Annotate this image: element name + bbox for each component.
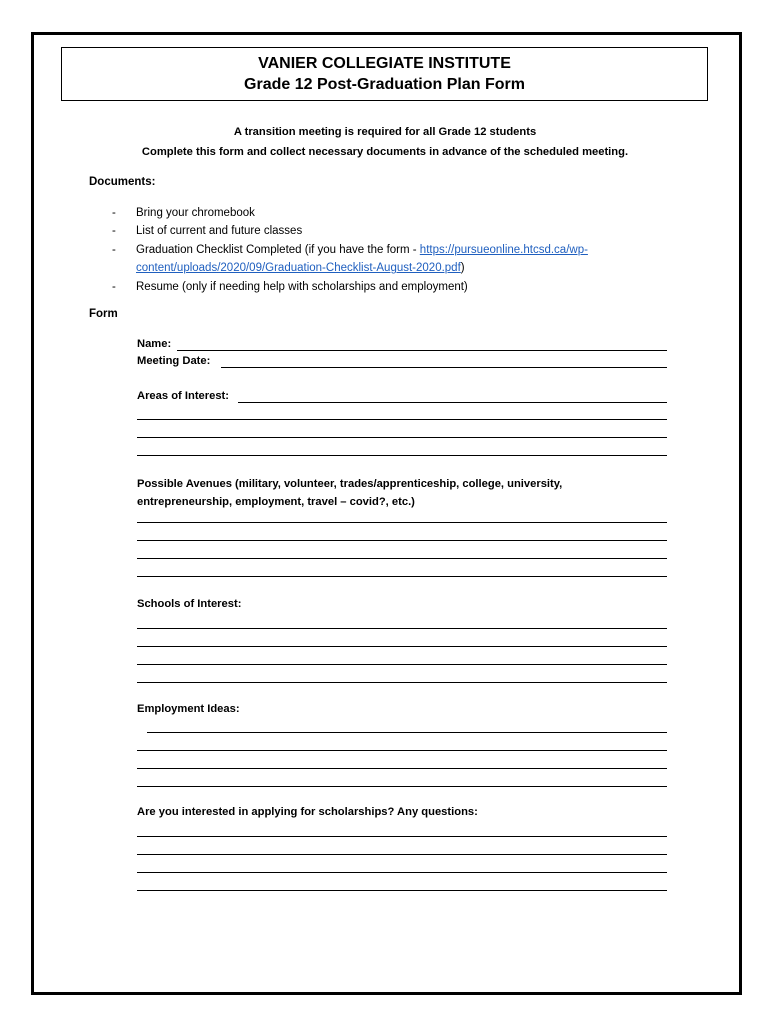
areas-of-interest-field[interactable] bbox=[238, 402, 667, 403]
school-name: VANIER COLLEGIATE INSTITUTE bbox=[258, 55, 511, 72]
name-field[interactable] bbox=[177, 350, 667, 351]
bullet-dash: - bbox=[112, 280, 116, 293]
list-item-text: Resume (only if needing help with scholarships and employment) bbox=[136, 280, 468, 293]
list-item-text bbox=[136, 241, 682, 278]
possible-avenues-label: Possible Avenues (military, volunteer, trades/apprenticeship, college, university, entrepreneurship, employment, travel – covid?, etc.) bbox=[137, 478, 563, 508]
intro-line-1: A transition meeting is required for all Grade 12 students bbox=[233, 126, 537, 138]
schools-of-interest-line[interactable] bbox=[137, 664, 667, 665]
possible-avenues-line[interactable] bbox=[137, 522, 667, 523]
meeting-date-field[interactable] bbox=[221, 367, 667, 368]
schools-of-interest-line[interactable] bbox=[137, 628, 667, 629]
list-item bbox=[112, 241, 682, 278]
scholarships-label: Are you interested in applying for scholarships? Any questions: bbox=[137, 806, 478, 818]
employment-ideas-line[interactable] bbox=[147, 732, 667, 733]
bullet-dash: - bbox=[112, 207, 116, 219]
form-title: Grade 12 Post-Graduation Plan Form bbox=[244, 76, 525, 93]
meeting-date-label: Meeting Date: bbox=[137, 355, 211, 367]
documents-list bbox=[112, 204, 682, 296]
list-item-text: Bring your chromebook bbox=[136, 207, 255, 219]
checklist-text: Graduation Checklist Completed (if you have the form - bbox=[136, 243, 420, 256]
list-item-text: List of current and future classes bbox=[136, 225, 303, 238]
list-item bbox=[112, 204, 682, 222]
areas-of-interest-line[interactable] bbox=[137, 419, 667, 420]
bullet-dash: - bbox=[112, 243, 116, 256]
employment-ideas-line[interactable] bbox=[137, 768, 667, 769]
graduation-checklist-link[interactable]: https://pursueonline.htcsd.ca/wp-content/uploads/2020/09/Graduation-Checklist-August-2020.pdf bbox=[136, 243, 588, 275]
schools-of-interest-line[interactable] bbox=[137, 646, 667, 647]
schools-of-interest-label: Schools of Interest: bbox=[137, 598, 242, 610]
employment-ideas-line[interactable] bbox=[137, 786, 667, 787]
possible-avenues-line[interactable] bbox=[137, 576, 667, 577]
schools-of-interest-line[interactable] bbox=[137, 682, 667, 683]
checklist-text-end: ) bbox=[460, 262, 465, 275]
list-item bbox=[112, 278, 682, 296]
intro-line-2: Complete this form and collect necessary documents in advance of the scheduled meeting. bbox=[141, 146, 629, 158]
title-box bbox=[61, 47, 708, 101]
possible-avenues-line[interactable] bbox=[137, 558, 667, 559]
name-label: Name: bbox=[137, 338, 172, 350]
scholarships-line[interactable] bbox=[137, 854, 667, 855]
areas-of-interest-label: Areas of Interest: bbox=[137, 390, 230, 402]
scholarships-line[interactable] bbox=[137, 890, 667, 891]
documents-heading: Documents: bbox=[89, 176, 156, 188]
areas-of-interest-line[interactable] bbox=[137, 455, 667, 456]
possible-avenues-line[interactable] bbox=[137, 540, 667, 541]
form-heading: Form bbox=[89, 308, 118, 320]
scholarships-line[interactable] bbox=[137, 836, 667, 837]
employment-ideas-label: Employment Ideas: bbox=[137, 703, 240, 715]
list-item bbox=[112, 222, 682, 240]
areas-of-interest-line[interactable] bbox=[137, 437, 667, 438]
scholarships-line[interactable] bbox=[137, 872, 667, 873]
employment-ideas-line[interactable] bbox=[137, 750, 667, 751]
bullet-dash: - bbox=[112, 225, 116, 238]
